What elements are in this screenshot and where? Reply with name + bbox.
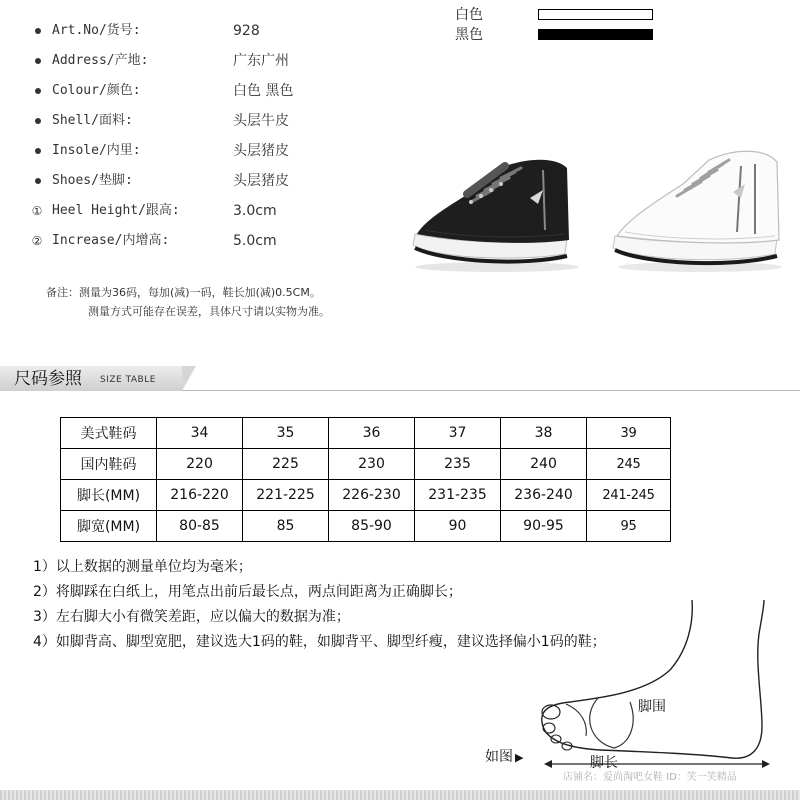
- section-subtitle: SIZE TABLE: [100, 375, 156, 385]
- table-cell: 220: [157, 449, 243, 480]
- spec-label: Colour/颜色:: [52, 83, 141, 98]
- spec-row-shoes: [0, 168, 420, 198]
- circled-number-icon: ①: [31, 204, 43, 218]
- spec-row-address: [0, 48, 420, 78]
- bullet-icon: [35, 58, 41, 64]
- table-cell: 37: [415, 418, 501, 449]
- bottom-decorative-strip: [0, 790, 800, 800]
- instruction-line: 4）如脚背高、脚型宽肥，建议选大1码的鞋，如脚背平、脚型纤瘦，建议选择偏小1码的鞋；: [33, 634, 606, 650]
- table-cell: 236-240: [501, 480, 587, 511]
- spec-row-colour: [0, 78, 420, 108]
- row-header: 国内鞋码: [61, 449, 157, 480]
- table-cell: 39: [587, 418, 671, 449]
- spec-label: Shell/面料:: [52, 113, 133, 128]
- measurement-note: 备注：测量为36码，每加(减)一码，鞋长加(减)0.5CM。: [46, 286, 321, 299]
- table-cell: 231-235: [415, 480, 501, 511]
- table-cell: 245: [587, 449, 671, 480]
- color-legend-row-white: [455, 5, 665, 25]
- spec-label: Insole/内里:: [52, 143, 141, 158]
- spec-value: 928: [233, 23, 260, 39]
- bullet-icon: [35, 148, 41, 154]
- white-sneaker-image: [605, 140, 785, 275]
- row-header: 脚宽(MM): [61, 511, 157, 542]
- table-cell: 241-245: [587, 480, 671, 511]
- spec-value: 头层牛皮: [233, 113, 289, 129]
- spec-row-shell: [0, 108, 420, 138]
- spec-value: 广东广州: [233, 53, 289, 69]
- table-row: [61, 418, 671, 449]
- table-cell: 226-230: [329, 480, 415, 511]
- spec-value: 白色 黑色: [233, 83, 294, 99]
- spec-row-insole: [0, 138, 420, 168]
- table-cell: 216-220: [157, 480, 243, 511]
- bullet-icon: [35, 118, 41, 124]
- bullet-icon: [35, 178, 41, 184]
- table-cell: 35: [243, 418, 329, 449]
- spec-label: Art.No/货号:: [52, 23, 141, 38]
- shop-watermark: 店铺名：爱尚淘吧女鞋 ID：笑一笑精品: [563, 772, 737, 783]
- table-cell: 221-225: [243, 480, 329, 511]
- spec-value: 3.0cm: [233, 203, 277, 219]
- see-figure-label: [485, 748, 523, 767]
- row-header: 脚长(MM): [61, 480, 157, 511]
- table-cell: 80-85: [157, 511, 243, 542]
- instruction-line: 2）将脚踩在白纸上，用笔点出前后最长点，两点间距离为正确脚长；: [33, 584, 462, 600]
- instruction-line: 1）以上数据的测量单位均为毫米；: [33, 559, 252, 575]
- spec-label: Shoes/垫脚:: [52, 173, 133, 188]
- spec-label: Address/产地:: [52, 53, 149, 68]
- table-cell: 38: [501, 418, 587, 449]
- spec-value: 5.0cm: [233, 233, 277, 249]
- spec-row-art-no: [0, 18, 420, 48]
- see-figure-text: 如图: [485, 749, 513, 765]
- circled-number-icon: ②: [31, 234, 43, 248]
- table-cell: 85: [243, 511, 329, 542]
- arrow-right-icon: ▶: [515, 751, 524, 764]
- table-cell: 34: [157, 418, 243, 449]
- color-label: 白色: [455, 7, 483, 23]
- spec-list: [0, 18, 420, 258]
- table-row: [61, 480, 671, 511]
- table-row: [61, 511, 671, 542]
- black-swatch: [538, 29, 653, 40]
- length-label: 脚长: [590, 755, 618, 771]
- table-cell: 36: [329, 418, 415, 449]
- spec-value: 头层猪皮: [233, 173, 289, 189]
- white-swatch: [538, 9, 653, 20]
- color-label: 黑色: [455, 27, 483, 43]
- section-title: 尺码参照: [14, 369, 82, 389]
- table-cell: 225: [243, 449, 329, 480]
- table-cell: 240: [501, 449, 587, 480]
- color-legend-row-black: [455, 25, 665, 45]
- size-table: [60, 417, 671, 542]
- black-sneaker-image: [405, 150, 580, 275]
- spec-label: Heel Height/跟高:: [52, 203, 180, 218]
- table-cell: 90: [415, 511, 501, 542]
- spec-row-increase: [0, 228, 420, 258]
- table-cell: 230: [329, 449, 415, 480]
- instruction-line: 3）左右脚大小有微笑差距，应以偏大的数据为准；: [33, 609, 350, 625]
- table-cell: 235: [415, 449, 501, 480]
- bullet-icon: [35, 88, 41, 94]
- spec-row-heel-height: [0, 198, 420, 228]
- color-legend: [455, 5, 665, 45]
- measurement-note-disclaimer: 测量方式可能存在误差，具体尺寸请以实物为准。: [88, 305, 330, 318]
- section-tab-edge: [182, 366, 196, 391]
- table-cell: 85-90: [329, 511, 415, 542]
- row-header: 美式鞋码: [61, 418, 157, 449]
- spec-value: 头层猪皮: [233, 143, 289, 159]
- spec-label: Increase/内增高:: [52, 233, 170, 248]
- table-row: [61, 449, 671, 480]
- table-cell: 90-95: [501, 511, 587, 542]
- bullet-icon: [35, 28, 41, 34]
- table-cell: 95: [587, 511, 671, 542]
- girth-label: 脚围: [638, 699, 666, 715]
